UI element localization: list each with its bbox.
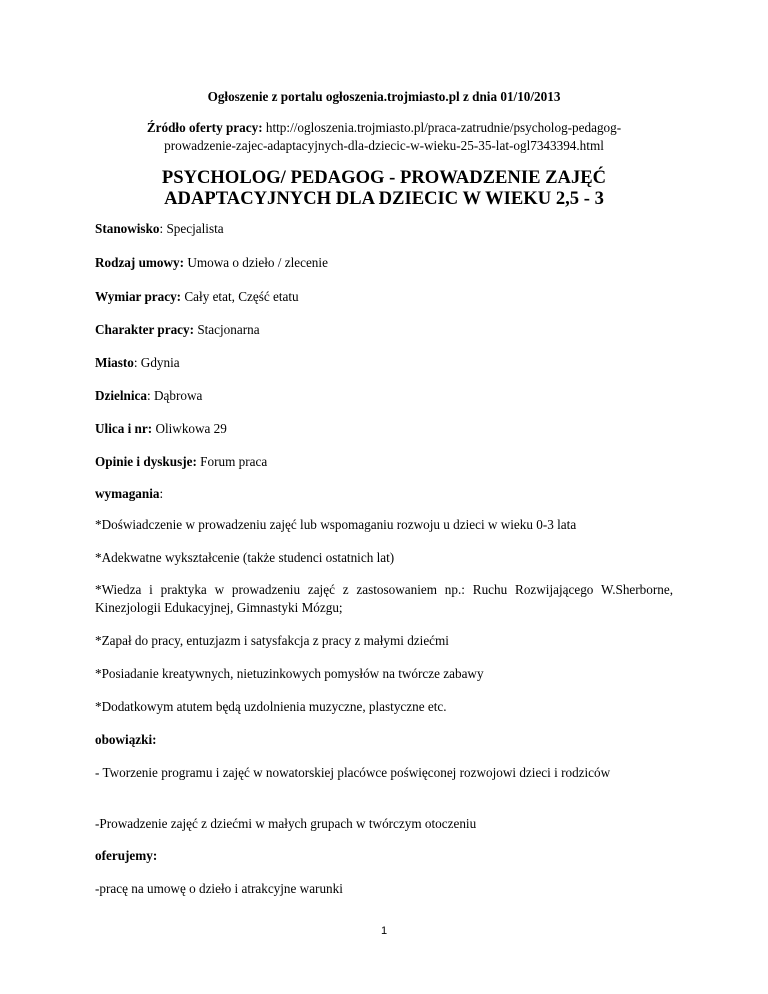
section-heading-oferujemy: oferujemy:: [95, 848, 158, 863]
source-url-part-2[interactable]: prowadzenie-zajec-adaptacyjnych-dla-dziecic-w-wieku-25-35-lat-ogl7343394.html: [164, 138, 604, 153]
section-heading-suffix: :: [159, 486, 164, 501]
section-heading-text: wymagania: [95, 486, 160, 501]
field-value: Dąbrowa: [153, 388, 203, 403]
section-heading-obowiazki: obowiązki:: [95, 732, 157, 747]
requirement-item: *Dodatkowym atutem będą uzdolnienia muzyczne, plastyczne etc.: [95, 699, 447, 714]
field-opinie: [95, 454, 267, 470]
section-heading-wymagania: [95, 486, 163, 502]
field-stanowisko: [95, 221, 224, 237]
duty-item: - Tworzenie programu i zajęć w nowatorskiej placówce poświęconej rozwojowi dzieci i rodziców: [95, 765, 611, 780]
field-value[interactable]: Forum praca: [200, 454, 268, 469]
source-label: Źródło oferty pracy:: [146, 120, 263, 135]
job-title: [95, 167, 673, 209]
field-value: Gdynia: [140, 355, 180, 370]
field-wymiar-pracy: [95, 289, 299, 305]
field-separator: :: [147, 388, 154, 403]
requirement-item: *Zapał do pracy, entuzjazm i satysfakcja z pracy z małymi dziećmi: [95, 633, 449, 648]
field-miasto: [95, 355, 180, 371]
field-label: Charakter pracy:: [95, 322, 195, 337]
field-label: Ulica i nr:: [95, 421, 153, 436]
source-url-part-1[interactable]: http://ogloszenia.trojmiasto.pl/praca-zatrudnie/psycholog-pedagog-: [265, 120, 622, 135]
field-value: Specjalista: [166, 221, 224, 236]
job-title-line-1: PSYCHOLOG/ PEDAGOG - PROWADZENIE ZAJĘĆ: [161, 167, 607, 188]
field-value: Oliwkowa 29: [155, 421, 227, 436]
job-title-line-2: ADAPTACYJNYCH DLA DZIECIC W WIEKU 2,5 - 3: [164, 188, 604, 209]
field-value: Cały etat, Część etatu: [184, 289, 299, 304]
field-label: Opinie i dyskusje:: [95, 454, 197, 469]
requirement-item: *Adekwatne wykształcenie (także studenci ostatnich lat): [95, 550, 395, 565]
field-separator: :: [133, 355, 141, 370]
source-block: [95, 119, 673, 155]
portal-header: Ogłoszenie z portalu ogłoszenia.trojmiasto.pl z dnia 01/10/2013: [207, 89, 561, 104]
field-ulica: [95, 421, 227, 437]
page-number: 1: [380, 925, 388, 937]
requirement-item: *Posiadanie kreatywnych, nietuzinkowych pomysłów na twórcze zabawy: [95, 666, 484, 681]
duty-item: -Prowadzenie zajęć z dziećmi w małych grupach w twórczym otoczeniu: [95, 816, 477, 831]
field-label: Dzielnica: [95, 388, 148, 403]
field-value: Stacjonarna: [197, 322, 260, 337]
field-value: Umowa o dzieło / zlecenie: [187, 255, 328, 270]
field-rodzaj-umowy: [95, 255, 328, 271]
field-label: Wymiar pracy:: [95, 289, 182, 304]
field-separator: :: [159, 221, 167, 236]
field-label: Miasto: [95, 355, 134, 370]
offer-item: -pracę na umowę o dzieło i atrakcyjne warunki: [95, 881, 343, 896]
field-dzielnica: [95, 388, 202, 404]
requirement-item: *Wiedza i praktyka w prowadzeniu zajęć z zastosowaniem np.: Ruchu Rozwijającego W.Sherborne, Kinezjologii Edukacyjnej, Gimnastyki Mózgu;: [95, 582, 673, 615]
field-label: Rodzaj umowy:: [95, 255, 185, 270]
field-label: Stanowisko: [95, 221, 160, 236]
requirement-item: *Doświadczenie w prowadzeniu zajęć lub wspomaganiu rozwoju u dzieci w wieku 0-3 lata: [95, 517, 577, 532]
field-charakter-pracy: [95, 322, 260, 338]
